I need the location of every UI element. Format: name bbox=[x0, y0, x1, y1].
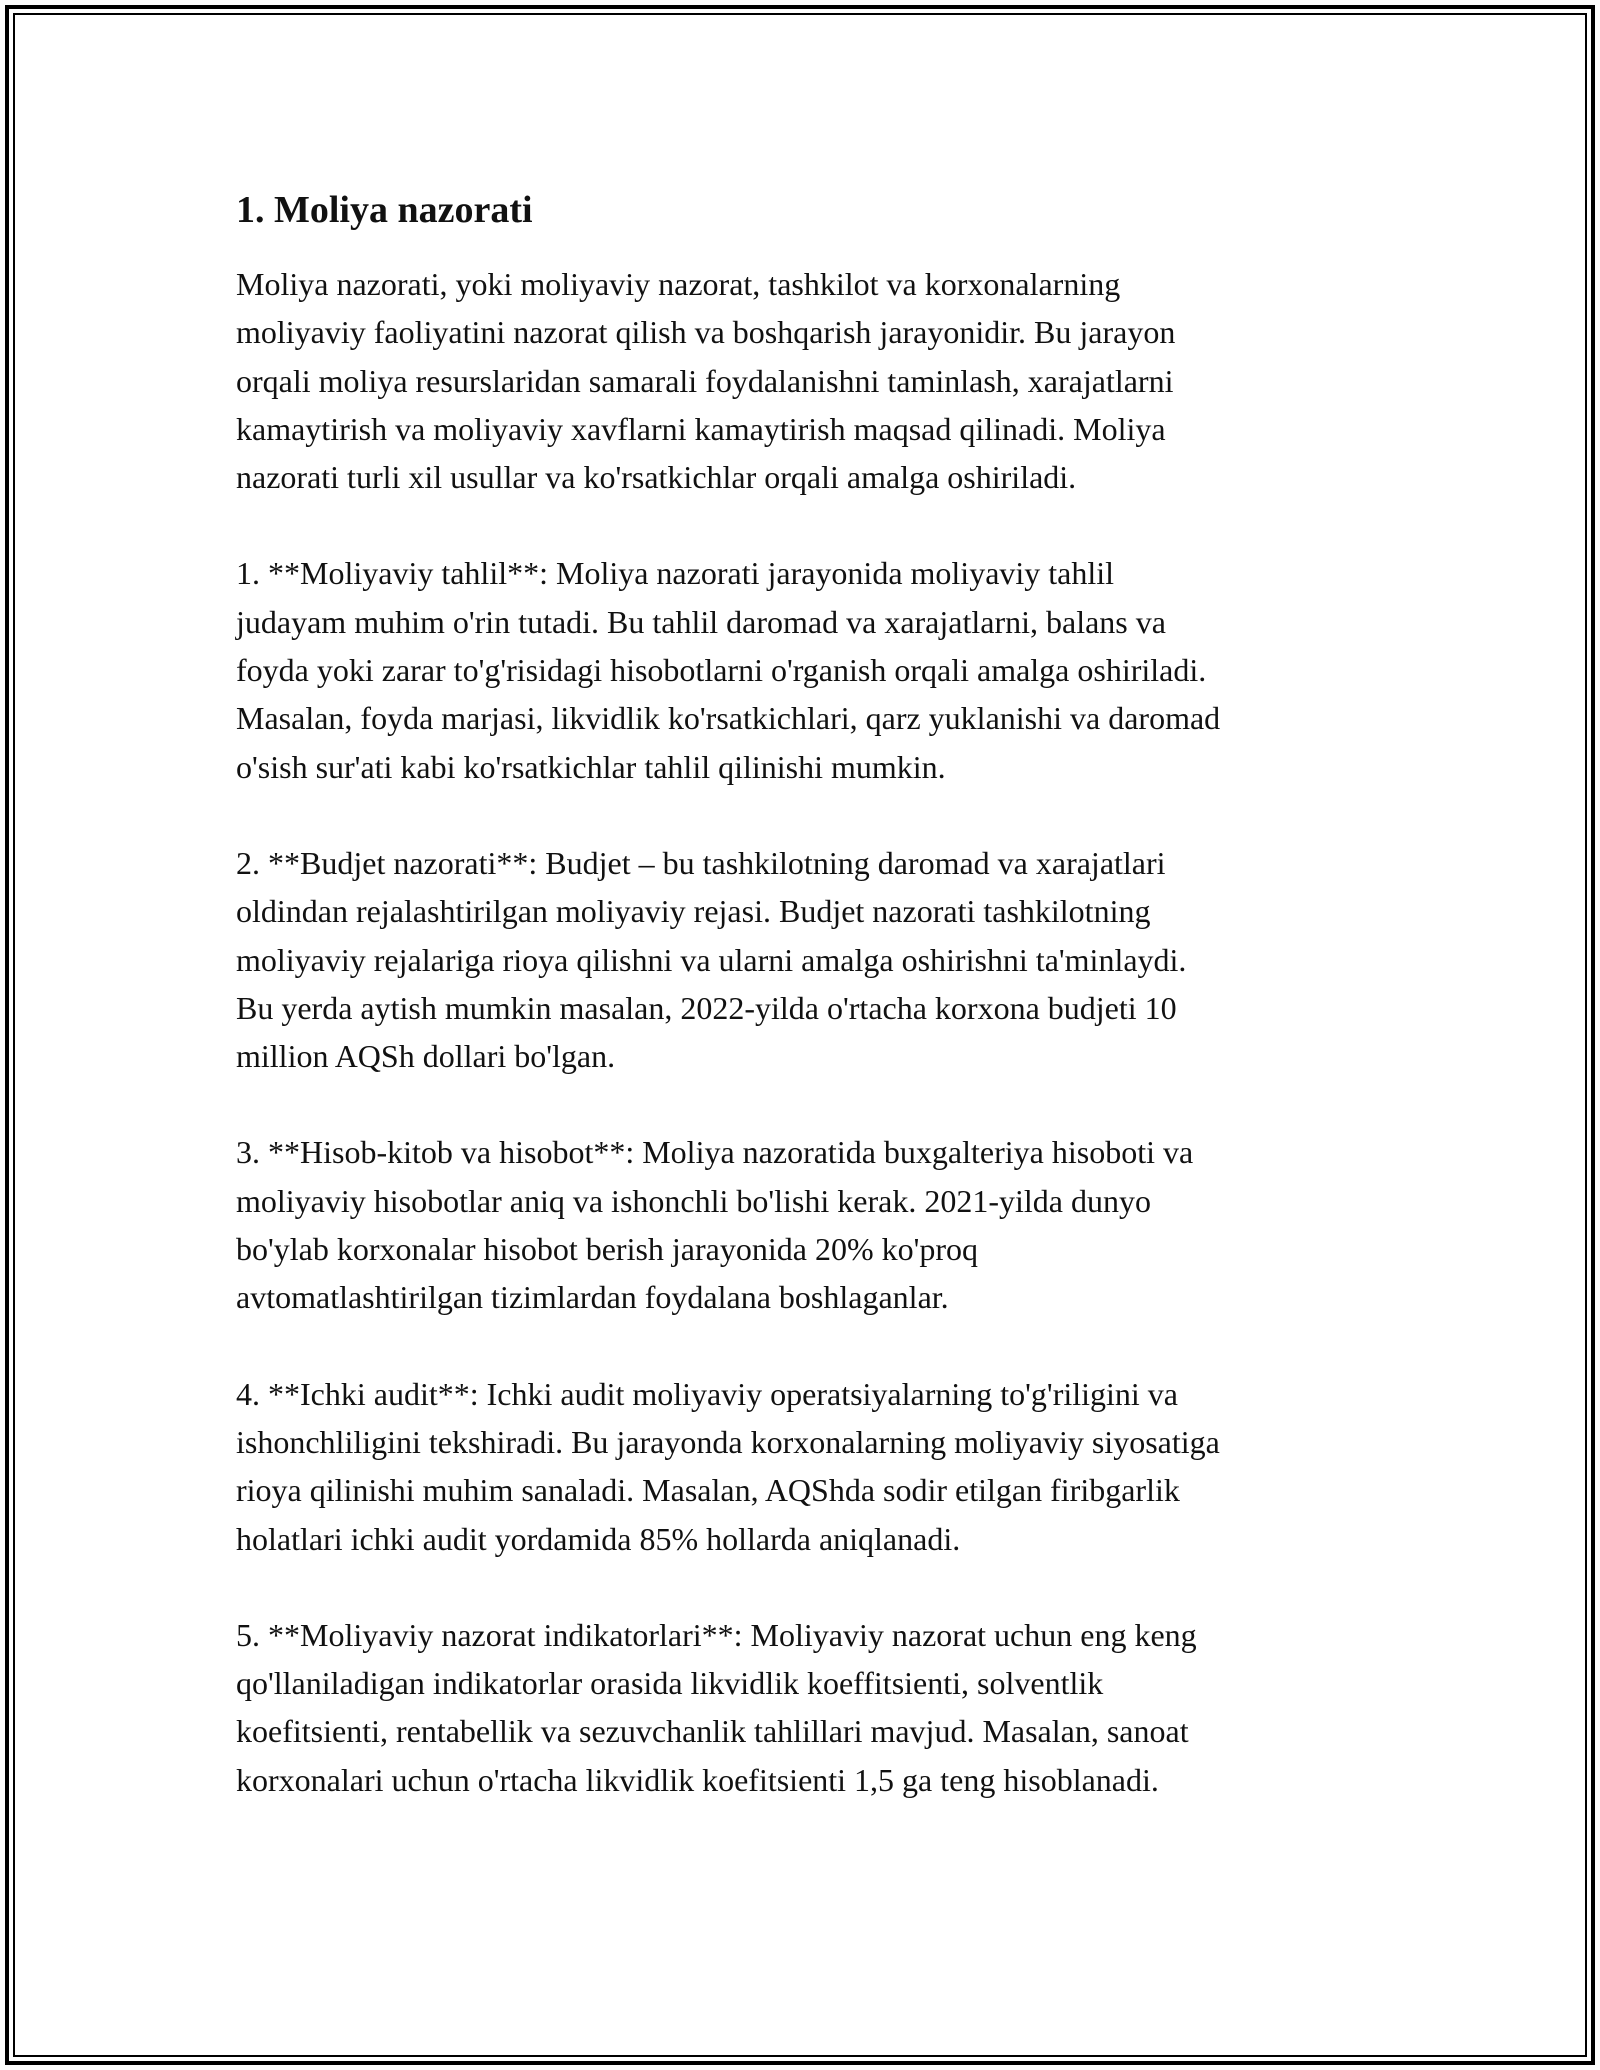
document-title: 1. Moliya nazorati bbox=[236, 189, 533, 231]
document-body bbox=[236, 186, 1376, 1852]
paragraph-financial-analysis: 1. **Moliyaviy tahlil**: Moliya nazorati jarayonida moliyaviy tahlil judayam muhim o'rin tutadi. Bu tahlil daromad va xarajatlarni, balans va foyda yoki zarar to'g'risidagi hisobotlarni o'rganish orqali amalga oshiriladi. Masalan, foyda marjasi, likvidlik ko'rsatkichlari, qarz yuklanishi va daromad o'sish sur'ati kabi ko'rsatkichlar tahlil qilinishi mumkin. bbox=[236, 555, 1221, 785]
paragraph-intro: Moliya nazorati, yoki moliyaviy nazorat, tashkilot va korxonalarning moliyaviy faoliyatini nazorat qilish va boshqarish jarayonidir. Bu jarayon orqali moliya resurslaridan samarali foydalanishni taminlash, xarajatlarni kamaytirish va moliyaviy xavflarni kamaytirish maqsad qilinadi. Moliya nazorati turli xil usullar va ko'rsatkichlar orqali amalga oshiriladi. bbox=[236, 266, 1176, 496]
paragraph-internal-audit: 4. **Ichki audit**: Ichki audit moliyaviy operatsiyalarning to'g'riligini va ishonchliligini tekshiradi. Bu jarayonda korxonalarning moliyaviy siyosatiga rioya qilinishi muhim sanaladi. Masalan, AQShda sodir etilgan firibgarlik holatlari ichki audit yordamida 85% hollarda aniqlanadi. bbox=[236, 1375, 1220, 1557]
paragraph-accounting-reporting: 3. **Hisob-kitob va hisobot**: Moliya nazoratida buxgalteriya hisoboti va moliyaviy hisobotlar aniq va ishonchli bo'lishi kerak. 2021-yilda dunyo bo'ylab korxonalar hisobot berish jarayonida 20% ko'proq avtomatlashtirilgan tizimlardan foydalana boshlaganlar. bbox=[236, 1134, 1194, 1316]
paragraph-budget-control: 2. **Budjet nazorati**: Budjet – bu tashkilotning daromad va xarajatlari oldindan rejalashtirilgan moliyaviy rejasi. Budjet nazorati tashkilotning moliyaviy rejalariga rioya qilishni va ularni amalga oshirishni ta'minlaydi. Bu yerda aytish mumkin masalan, 2022-yilda o'rtacha korxona budjeti 10 million AQSh dollari bo'lgan. bbox=[236, 844, 1187, 1075]
paragraph-control-indicators: 5. **Moliyaviy nazorat indikatorlari**: Moliyaviy nazorat uchun eng keng qo'llaniladigan indikatorlar orasida likvidlik koeffitsienti, solventlik koefitsienti, rentabellik va sezuvchanlik tahlillari mavjud. Masalan, sanoat korxonalari uchun o'rtacha likvidlik koefitsienti 1,5 ga teng hisoblanadi. bbox=[236, 1616, 1197, 1798]
